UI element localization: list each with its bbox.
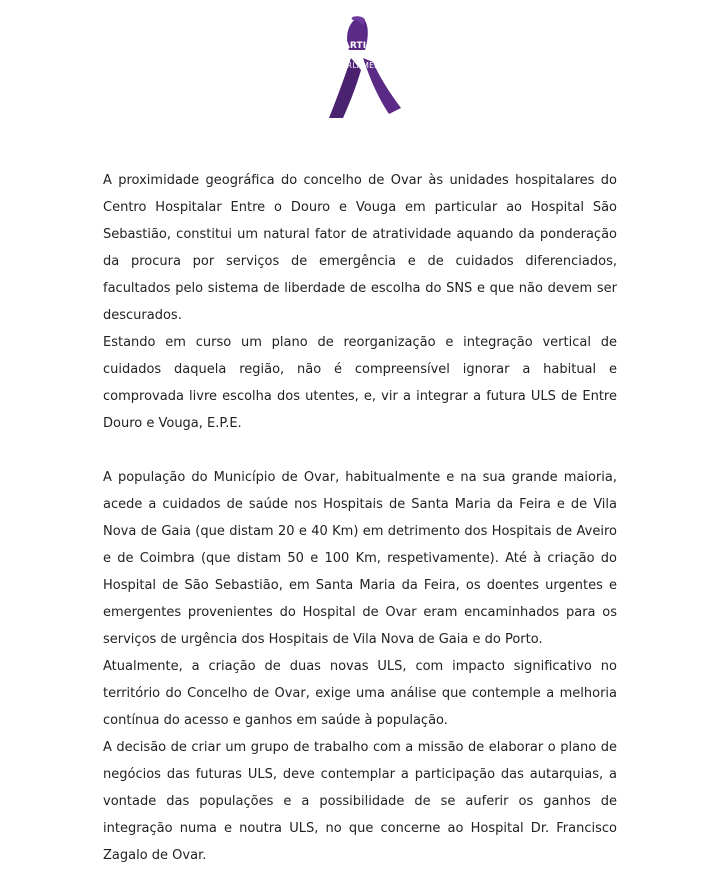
logo-line-3: PARLAMENTO <box>337 61 392 70</box>
logo-banner <box>327 42 403 70</box>
paragraph: Atualmente, a criação de duas novas ULS, com impacto significativo no território do Concelho de Ovar, exige uma análise que contemple a melhoria contínua do acesso e ganhos em saúde à população. <box>103 659 617 728</box>
document-body <box>103 167 617 869</box>
paragraph-gap <box>103 437 617 464</box>
paragraph: A decisão de criar um grupo de trabalho com a missão de elaborar o plano de negócios das futuras ULS, deve contemplar a participação das autarquias, a vontade das populações e a possibilidade de se auferir os ganhos de integração numa e noutra ULS, no que concerne ao Hospital Dr. Francisco Zagalo de Ovar. <box>103 740 617 863</box>
logo-line-2: SOCIALISTA <box>337 51 398 61</box>
paragraph: Estando em curso um plano de reorganização e integração vertical de cuidados daquela região, não é compreensível ignorar a habitual e comprovada livre escolha dos utentes, e, vir a integrar a futura ULS de Entre Douro e Vouga, E.P.E. <box>103 335 617 431</box>
paragraph: A proximidade geográfica do concelho de Ovar às unidades hospitalares do Centro Hospitalar Entre o Douro e Vouga em particular ao Hospital São Sebastião, constitui um natural fator de atratividade aquando da ponderação da procura por serviços de emergência e de cuidados diferenciados, facultados pelo sistema de liberdade de escolha do SNS e que não devem ser descurados. <box>103 173 617 323</box>
paragraph: A população do Município de Ovar, habitualmente e na sua grande maioria, acede a cuidados de saúde nos Hospitais de Santa Maria da Feira e de Vila Nova de Gaia (que distam 20 e 40 Km) em detrimento dos Hospitais de Aveiro e de Coimbra (que distam 50 e 100 Km, respetivamente). Até à criação do Hospital de São Sebastião, em Santa Maria da Feira, os doentes urgentes e emergentes provenientes do Hospital de Ovar eram encaminhados para os serviços de urgência dos Hospitais de Vila Nova de Gaia e do Porto. <box>103 470 617 647</box>
rose-fist-icon <box>329 44 336 51</box>
logo-line-1: PARTIDO <box>337 41 382 51</box>
party-logo <box>317 14 407 126</box>
ribbon-icon <box>317 14 407 126</box>
